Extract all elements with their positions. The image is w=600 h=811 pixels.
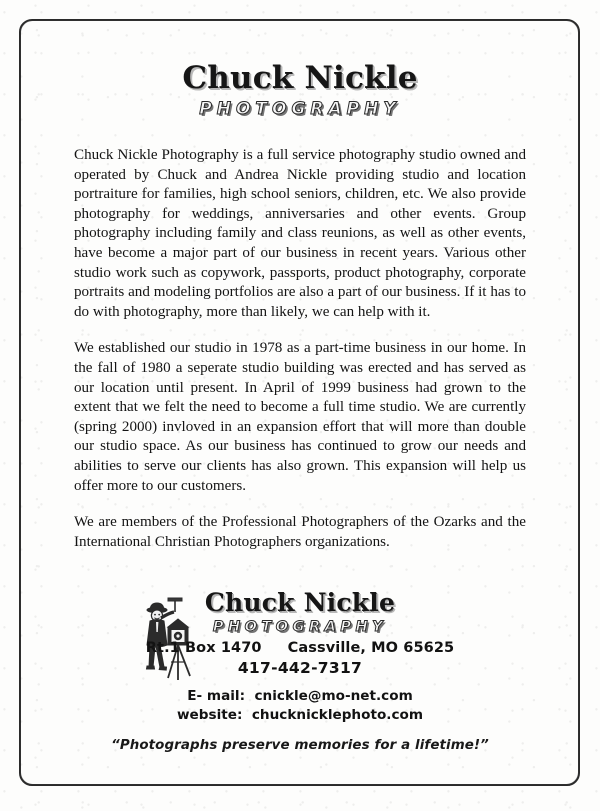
website-label: website: — [176, 707, 243, 723]
contact-address-line — [0, 640, 600, 656]
masthead-header — [0, 60, 600, 119]
body-paragraph-2: We established our studio in 1978 as a part-time business in our home. In the fall of 1980 a seperate studio building was erected and has served as our location until present. In April of 1999 business had grown to the extent that we felt the need to become a full time studio. We are currently (spring 2000) invloved in an expansion effort that will more than double our studio space. As our business has continued to grow our needs and abilities to serve our clients has also grown. This expansion will help us offer more to our customers. — [74, 340, 526, 494]
email-address[interactable]: cnickle@mo-net.com — [254, 688, 413, 704]
body-paragraph-1: Chuck Nickle Photography is a full service photography studio owned and operated by Chuck and Andrea Nickle providing studio and location portraiture for families, high school seniors, children, etc. We also provide photography for weddings, anniversaries and other events. Group photography including family and class reunions, as well as other events, have become a major part of our business in recent years. Various other studio work such as copywork, passports, product photography, corporate portraits and modeling portfolios are also a part of our business. If it has to do with photography, more than likely, we can help with it. — [74, 147, 526, 320]
address-street: Rt.1 Box 1470 — [145, 640, 262, 656]
website-address[interactable]: chucknicklephoto.com — [251, 707, 424, 723]
address-city-state-zip: Cassville, MO 65625 — [287, 640, 455, 656]
contact-details — [0, 640, 600, 723]
body-copy — [74, 146, 526, 552]
brand-name-heading: Chuck Nickle — [182, 60, 418, 96]
footer-brand-name: Chuck Nickle — [204, 588, 396, 617]
brand-subtitle-heading: PHOTOGRAPHY — [199, 99, 401, 119]
contact-website-line — [0, 707, 600, 723]
footer-brand-subtitle: PHOTOGRAPHY — [212, 619, 388, 635]
tagline: “Photographs preserve memories for a lifetime!” — [111, 738, 489, 753]
contact-phone: 417-442-7317 — [237, 659, 363, 677]
contact-email-line — [0, 688, 600, 704]
email-label: E- mail: — [187, 688, 246, 704]
body-paragraph-3: We are members of the Professional Photographers of the Ozarks and the International Christian Photographers organizations. — [74, 514, 526, 550]
footer-masthead — [0, 588, 600, 635]
footer-block — [0, 588, 600, 723]
